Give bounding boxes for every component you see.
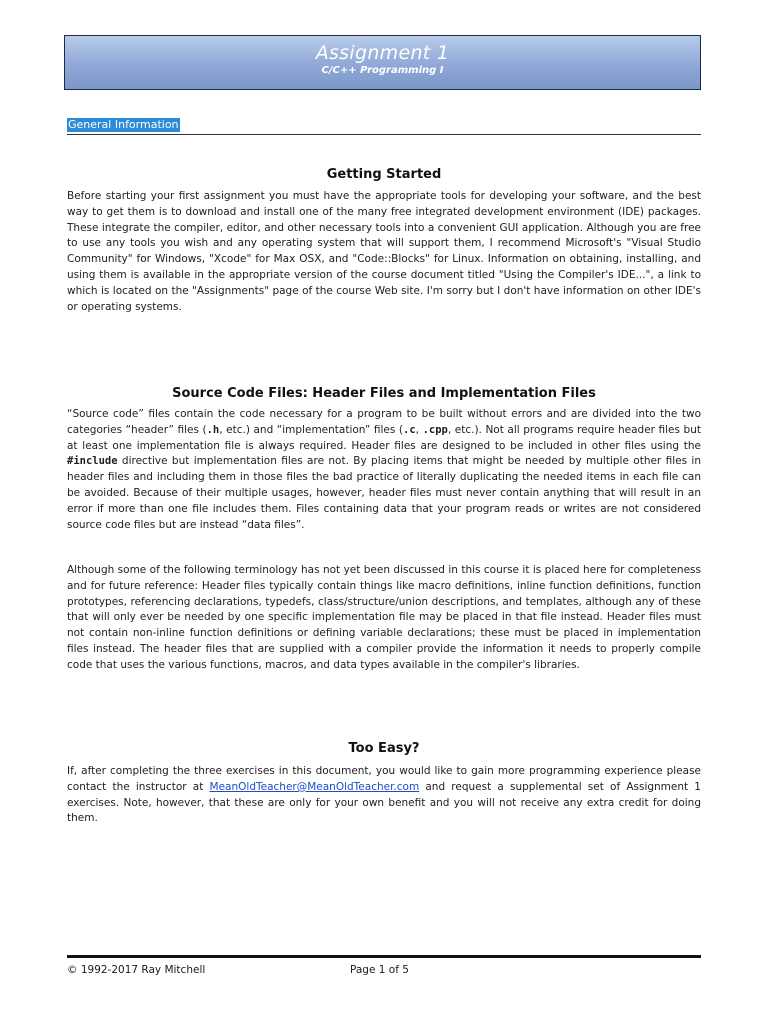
text-run: , <box>415 423 423 436</box>
text-run: and request a supplemental set of Assignment 1 exercises. Note, however, that these are only for your own benefit and you will not receive any extra credit for doing them. <box>67 780 701 825</box>
section-divider <box>67 134 701 135</box>
heading-too-easy: Too Easy? <box>348 741 420 756</box>
footer-page-number: Page 1 of 5 <box>350 964 409 976</box>
footer-copyright: © 1992-2017 Ray Mitchell <box>67 964 206 976</box>
header-banner <box>64 35 701 90</box>
section-label: General Information <box>68 118 179 131</box>
heading-source-code-files: Source Code Files: Header Files and Implementation Files <box>172 386 596 401</box>
text-run: “Source code” files contain the code necessary for a program to be built without errors and are divided into the two categories “header” files ( <box>67 408 701 436</box>
heading-getting-started: Getting Started <box>326 167 442 182</box>
footer-divider <box>67 955 701 958</box>
text-run: directive but implementation files are not. By placing items that might be needed by multiple other files in header files and including them in those files the bad practice of literally duplicating the needed items in each file can be avoided. Because of their multiple usages, however, header files must never contain anything that will result in an error if more than one file includes them. Files containing data that your program reads or writes are not considered source code files but are instead “data files”. <box>67 455 701 531</box>
email-link[interactable]: MeanOldTeacher@MeanOldTeacher.com <box>209 780 420 793</box>
document-subtitle: C/C++ Programming I <box>321 65 444 76</box>
code-h: .h <box>206 423 220 436</box>
text-run: If, after completing the three exercises in this document, you would like to gain more programming experience please contact the instructor at <box>67 765 701 793</box>
text-run: , etc.). Not all programs require header files but at least one implementation file is always required. Header files are designed to be included in other files using the <box>67 423 701 452</box>
paragraph-getting-started: Before starting your first assignment you must have the appropriate tools for developing your software, and the best way to get them is to download and install one of the many free integrated development environment (IDE) packages. These integrate the compiler, editor, and other necessary tools into a convenient GUI application. Although you are free to use any tools you wish and any operating system that will support them, I recommend Microsoft's "Visual Studio Community" for Windows, "Xcode" for Max OSX, and "Code::Blocks" for Linux. Information on obtaining, installing, and using them is available in the appropriate version of the course document titled "Using the Compiler's IDE...", a link to which is located on the "Assignments" page of the course Web site. I'm sorry but I don't have information on other IDE's or operating systems. <box>67 190 701 313</box>
paragraph-too-easy <box>67 764 701 827</box>
paragraph-source-code-2: Although some of the following terminology has not yet been discussed in this course it is placed here for completeness and for future reference: Header files typically contain things like macro definitions, inline function definitions, function prototypes, referencing declarations, typedefs, class/structure/union descriptions, and templates, although any of these that will only ever be needed by one specific implementation file may be placed in that file instead. Header files must not contain non-inline function definitions or defining variable declarations; these must be placed in implementation files instead. The header files that are supplied with a compiler provide the information it needs to properly compile code that uses the various functions, macros, and data types available in the compiler's libraries. <box>67 564 701 671</box>
text-run: , etc.) and “implementation” files ( <box>219 423 403 436</box>
code-c: .c <box>403 423 416 436</box>
code-include: #include <box>67 455 118 468</box>
paragraph-source-code-1 <box>67 407 701 533</box>
document-title: Assignment 1 <box>315 42 450 64</box>
code-cpp: .cpp <box>422 423 448 436</box>
